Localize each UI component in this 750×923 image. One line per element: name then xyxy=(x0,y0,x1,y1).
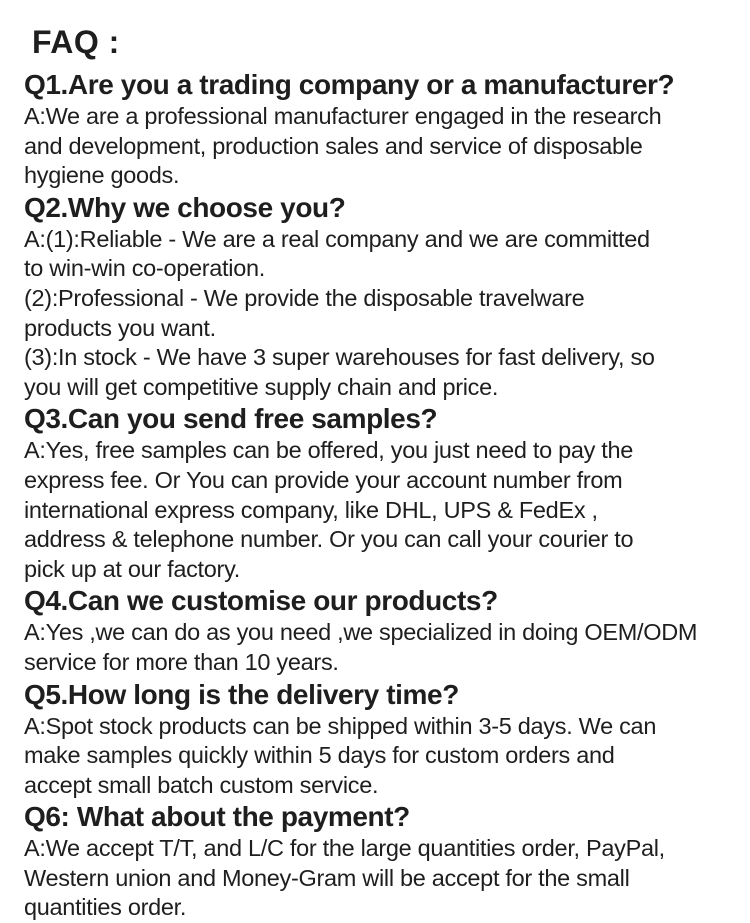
answer-line: pick up at our factory. xyxy=(24,555,241,582)
answer-line: products you want. xyxy=(24,314,216,341)
answer-line: hygiene goods. xyxy=(24,162,180,189)
faq-item-2 xyxy=(24,191,730,403)
faq-item-4 xyxy=(24,584,730,677)
answer-line: address & telephone number. Or you can call your courier to xyxy=(24,526,634,553)
faq-item-5 xyxy=(24,678,730,801)
answer-5 xyxy=(24,712,730,801)
answer-line: international express company, like DHL, UPS & FedEx , xyxy=(24,496,598,523)
question-6: Q6: What about the payment? xyxy=(24,801,410,833)
question-5: Q5.How long is the delivery time? xyxy=(24,678,459,710)
answer-line: (2):Professional - We provide the disposable travelware xyxy=(24,284,585,311)
faq-item-6 xyxy=(24,800,730,923)
faq-item-3 xyxy=(24,402,730,584)
answer-6 xyxy=(24,834,730,923)
faq-item-1 xyxy=(24,68,730,191)
question-2: Q2.Why we choose you? xyxy=(24,191,346,223)
answer-3 xyxy=(24,436,730,584)
answer-2 xyxy=(24,225,730,403)
question-3: Q3.Can you send free samples? xyxy=(24,403,438,435)
answer-line: A:We are a professional manufacturer engaged in the research xyxy=(24,103,662,129)
answer-line: accept small batch custom service. xyxy=(24,771,379,798)
answer-line: Western union and Money-Gram will be accept for the small xyxy=(24,864,630,891)
answer-1 xyxy=(24,102,730,191)
faq-document xyxy=(24,22,730,923)
answer-line: service for more than 10 years. xyxy=(24,648,339,675)
answer-line: and development, production sales and service of disposable xyxy=(24,132,643,159)
answer-line: A:Yes, free samples can be offered, you just need to pay the xyxy=(24,437,634,464)
faq-title: FAQ : xyxy=(32,24,120,60)
answer-4 xyxy=(24,618,730,677)
answer-line: (3):In stock - We have 3 super warehouses for fast delivery, so xyxy=(24,344,655,371)
question-4: Q4.Can we customise our products? xyxy=(24,585,498,617)
answer-line: A:We accept T/T, and L/C for the large quantities order, PayPal, xyxy=(24,835,665,862)
answer-line: to win-win co-operation. xyxy=(24,255,265,282)
answer-line: A:Yes ,we can do as you need ,we specialized in doing OEM/ODM xyxy=(24,619,698,646)
answer-line: quantities order. xyxy=(24,894,187,921)
answer-line: A:(1):Reliable - We are a real company and we are committed xyxy=(24,225,650,252)
question-1: Q1.Are you a trading company or a manufacturer? xyxy=(24,69,675,100)
answer-line: A:Spot stock products can be shipped within 3-5 days. We can xyxy=(24,712,657,739)
answer-line: you will get competitive supply chain and price. xyxy=(24,373,499,400)
answer-line: make samples quickly within 5 days for custom orders and xyxy=(24,742,615,769)
answer-line: express fee. Or You can provide your account number from xyxy=(24,466,623,493)
